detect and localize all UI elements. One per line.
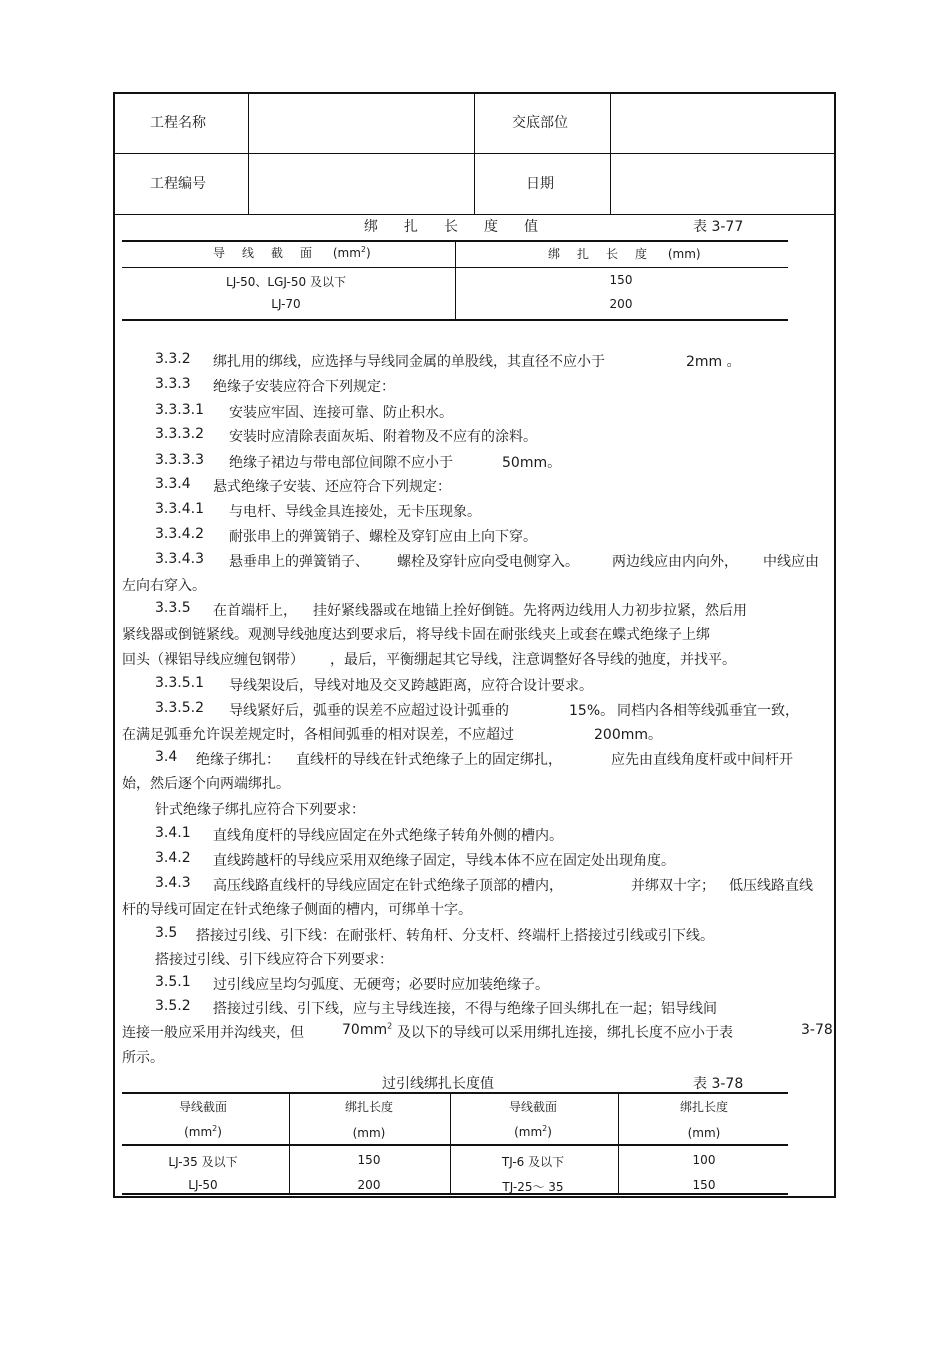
table78-r2-length-2: 150 [692, 1178, 716, 1192]
table77-row2-length: 200 [609, 297, 633, 311]
table78-u-section-2 [514, 1125, 552, 1139]
para-3-4-intro: 针式绝缘子绑扎应符合下列要求： [155, 802, 365, 818]
table77-bottom-rule [122, 319, 788, 321]
header-col-divider-3 [610, 92, 611, 214]
table77-header-rule [122, 267, 788, 268]
para-3-3-5-2-line2a: 在满足弧垂允许误差规定时，各相间弧垂的相对误差，不应超过 [122, 727, 514, 743]
unit-open: (mm [184, 1125, 213, 1139]
table78-top-rule [122, 1092, 788, 1094]
para-3-3-5-2-value: 15%。 [569, 703, 615, 719]
header-col-divider-2 [474, 92, 475, 214]
area-value: 70mm [342, 1022, 388, 1038]
area-sup: 2 [387, 1021, 393, 1031]
para-3-3-4-num: 3.3.4 [155, 476, 191, 492]
table78-r1-section-2: TJ-6 及以下 [501, 1155, 565, 1169]
unit-close: ) [217, 1125, 222, 1139]
para-3-3-3-3-value: 50mm。 [502, 455, 562, 471]
para-3-3-2-value: 2mm 。 [686, 354, 741, 370]
para-3-5-2-line2a: 连接一般应采用并沟线夹，但 [122, 1025, 304, 1041]
table78-u-length-2: (mm) [687, 1126, 721, 1140]
para-3-5-2-line2b [342, 1022, 392, 1038]
table78-header-rule [122, 1144, 788, 1146]
table77-col1-header [213, 244, 371, 261]
para-3-3-3-1-num: 3.3.3.1 [155, 402, 204, 418]
para-3-4-1-num: 3.4.1 [155, 825, 191, 841]
table78-r1-length-1: 150 [357, 1153, 381, 1167]
para-3-3-5-2-part-a: 导线紧好后，弧垂的误差不应超过设计弧垂的 [229, 703, 509, 719]
para-3-4-3-line2: 杆的导线可固定在针式绝缘子侧面的槽内，可绑单十字。 [122, 902, 472, 918]
para-3-4-2-num: 3.4.2 [155, 850, 191, 866]
para-3-3-5-line2: 紧线器或倒链紧线。观测导线弛度达到要求后，将导线卡固在耐张线夹上或套在蝶式绝缘子上绑 [122, 627, 710, 643]
table78-u-section-1 [184, 1125, 222, 1139]
table77-row1-section: LJ-50、LGJ-50 及以下 [226, 275, 346, 289]
header-bottom-border [113, 214, 836, 215]
table77-col2-header [548, 245, 701, 262]
table78-r2-section-2: TJ-25～ 35 [502, 1180, 564, 1194]
table78-h-section-2: 导线截面 [508, 1100, 558, 1114]
para-3-3-5-line3b: ，最后，平衡绷起其它导线，注意调整好各导线的弛度，并找平。 [330, 652, 736, 668]
para-3-5-2-line2c: 及以下的导线可以采用绑扎连接，绑扎长度不应小于表 [397, 1025, 733, 1041]
para-3-3-4-3-num: 3.3.4.3 [155, 551, 204, 567]
para-3-3-5-part-a: 在首端杆上， [213, 603, 297, 619]
table78-r1-section-1: LJ-35 及以下 [168, 1155, 238, 1169]
para-3-5-text: 搭接过引线、引下线：在耐张杆、转角杆、分支杆、终端杆上搭接过引线或引下线。 [196, 928, 714, 944]
table77-col2-unit: (mm) [667, 247, 701, 261]
unit-sup: 2 [212, 1124, 218, 1133]
para-3-3-3-text: 绝缘子安装应符合下列规定： [213, 379, 395, 395]
para-3-3-5-num: 3.3.5 [155, 600, 191, 616]
project-name-label: 工程名称 [150, 115, 206, 131]
table77-col1-unit [333, 246, 371, 260]
unit-open: (mm [514, 1125, 543, 1139]
para-3-3-5-1-num: 3.3.5.1 [155, 675, 204, 691]
project-no-label: 工程编号 [150, 176, 206, 192]
para-3-3-5-1-text: 导线架设后，导线对地及交叉跨越距离，应符合设计要求。 [229, 678, 593, 694]
table77-col1-title: 导线截面 [213, 246, 330, 260]
unit-sup: 2 [360, 245, 366, 254]
para-3-5-2-line3: 所示。 [122, 1050, 164, 1066]
para-3-5-2-line2d: 3-78 [801, 1022, 833, 1038]
header-col-divider-1 [248, 92, 249, 214]
table78-title: 过引线绑扎长度值 [382, 1076, 494, 1092]
para-3-4-num: 3.4 [155, 749, 178, 765]
para-3-3-2-num: 3.3.2 [155, 351, 191, 367]
table78-h-length-1: 绑扎长度 [344, 1100, 394, 1114]
para-3-5-1-num: 3.5.1 [155, 974, 191, 990]
unit-sup: 2 [542, 1124, 548, 1133]
handover-part-label: 交底部位 [512, 115, 568, 131]
para-3-3-4-1-num: 3.3.4.1 [155, 501, 204, 517]
para-3-3-3-1-text: 安装应牢固、连接可靠、防止积水。 [229, 405, 453, 421]
table78-bottom-rule [122, 1193, 788, 1195]
para-3-3-5-line3a: 回头（裸铝导线应缠包钢带） [122, 652, 304, 668]
unit-close: ) [547, 1125, 552, 1139]
para-3-3-3-2-num: 3.3.3.2 [155, 426, 204, 442]
para-3-4-3-part-c: 低压线路直线 [729, 878, 813, 894]
para-3-5-2-num: 3.5.2 [155, 998, 191, 1014]
table78-r2-section-1: LJ-50 [188, 1178, 218, 1192]
para-3-5-1-text: 过引线应呈均匀弧度、无硬弯；必要时应加装绝缘子。 [213, 977, 549, 993]
para-3-3-4-2-num: 3.3.4.2 [155, 526, 204, 542]
table78-r1-length-2: 100 [692, 1153, 716, 1167]
para-3-3-4-3-part-c: 两边线应由内向外， [612, 554, 738, 570]
unit-open: (mm [332, 246, 361, 260]
date-label: 日期 [526, 176, 554, 192]
para-3-4-part-b: 直线杆的导线在针式绝缘子上的固定绑扎， [296, 752, 562, 768]
para-3-4-1-text: 直线角度杆的导线应固定在外式绝缘子转角外侧的槽内。 [213, 828, 563, 844]
para-3-3-4-3-line2: 左向右穿入。 [122, 578, 206, 594]
para-3-3-5-part-b: 挂好紧线器或在地锚上拴好倒链。先将两边线用人力初步拉紧，然后用 [313, 603, 747, 619]
para-3-3-3-3-text: 绝缘子裙边与带电部位间隙不应小于 [229, 455, 453, 471]
table78-u-length-1: (mm) [352, 1126, 386, 1140]
table77-number: 表 3-77 [693, 219, 744, 235]
table77-row2-section: LJ-70 [271, 297, 301, 311]
para-3-3-4-3-part-a: 悬垂串上的弹簧销子、 [229, 554, 369, 570]
para-3-3-4-3-part-b: 螺栓及穿针应向受电侧穿入。 [397, 554, 579, 570]
unit-close: ) [366, 246, 371, 260]
para-3-4-3-part-a: 高压线路直线杆的导线应固定在针式绝缘子顶部的槽内， [213, 878, 563, 894]
table78-number: 表 3-78 [693, 1076, 744, 1092]
table78-h-length-2: 绑扎长度 [679, 1100, 729, 1114]
para-3-3-5-2-part-b: 同档内各相等线弧垂宜一致， [617, 703, 799, 719]
para-3-3-4-3-part-d: 中线应由 [763, 554, 819, 570]
para-3-3-4-2-text: 耐张串上的弹簧销子、螺栓及穿钉应由上向下穿。 [229, 529, 537, 545]
para-3-5-num: 3.5 [155, 925, 178, 941]
para-3-4-part-a: 绝缘子绑扎： [196, 752, 280, 768]
para-3-3-3-2-text: 安装时应清除表面灰垢、附着物及不应有的涂料。 [229, 429, 537, 445]
para-3-3-2-text: 绑扎用的绑线，应选择与导线同金属的单股线，其直径不应小于 [213, 354, 605, 370]
para-3-4-2-text: 直线跨越杆的导线应采用双绝缘子固定，导线本体不应在固定处出现角度。 [213, 853, 675, 869]
table77-title: 绑扎长度值 [364, 219, 564, 235]
para-3-4-3-part-b: 并绑双十字； [631, 878, 715, 894]
table77-row1-length: 150 [609, 273, 633, 287]
para-3-3-4-1-text: 与电杆、导线金具连接处，无卡压现象。 [229, 504, 481, 520]
para-3-3-5-2-line2b: 200mm。 [594, 727, 662, 743]
table78-h-section-1: 导线截面 [178, 1100, 228, 1114]
table78-r2-length-1: 200 [357, 1178, 381, 1192]
para-3-3-3-3-num: 3.3.3.3 [155, 452, 204, 468]
para-3-5-intro: 搭接过引线、引下线应符合下列要求： [155, 952, 393, 968]
table78-col-divider-2 [450, 1092, 451, 1195]
para-3-4-line2: 始，然后逐个向两端绑扎。 [122, 776, 290, 792]
table78-col-divider-3 [618, 1092, 619, 1195]
para-3-3-5-2-num: 3.3.5.2 [155, 700, 204, 716]
table78-col-divider-1 [289, 1092, 290, 1195]
para-3-4-part-c: 应先由直线角度杆或中间杆开 [611, 752, 793, 768]
para-3-3-3-num: 3.3.3 [155, 376, 191, 392]
para-3-3-4-text: 悬式绝缘子安装、还应符合下列规定： [213, 479, 451, 495]
para-3-5-2-text: 搭接过引线、引下线，应与主导线连接，不得与绝缘子回头绑扎在一起；铝导线间 [213, 1001, 717, 1017]
table77-col2-title: 绑扎长度 [548, 247, 665, 261]
para-3-4-3-num: 3.4.3 [155, 875, 191, 891]
table77-col-divider [455, 240, 456, 320]
